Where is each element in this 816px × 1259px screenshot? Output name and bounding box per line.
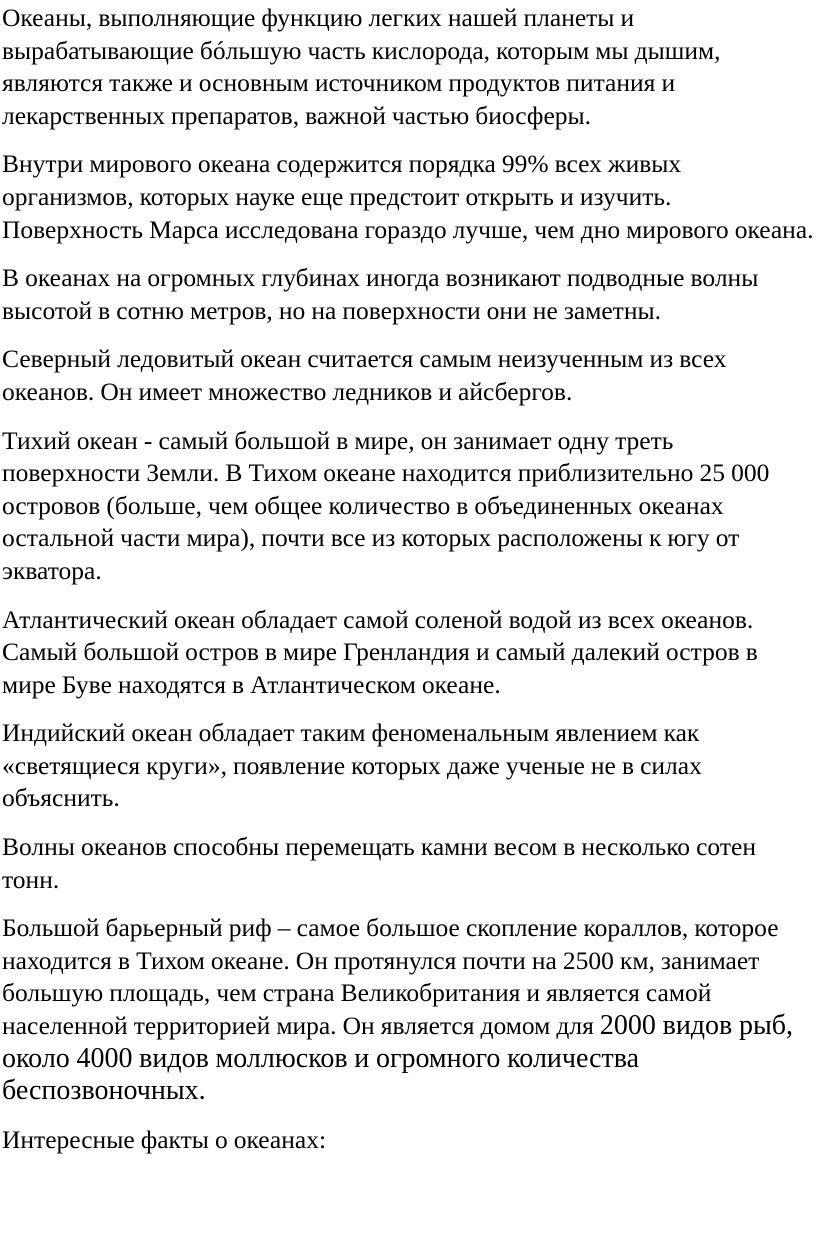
paragraph-pacific-ocean: Тихий океан - самый большой в мире, он занимает одну треть поверхности Земли. В Тихом океане находится приблизительно 25 000 островов (больше, чем общее количество в объединенных океанах остальной части мира), почти все из которых расположены к югу от экватора. [2, 425, 770, 585]
heading-interesting-facts: Интересные факты о океанах: [2, 1124, 327, 1154]
paragraph-atlantic-ocean: Атлантический океан обладает самой соленой водой из всех океанов. Самый большой остров в мире Гренландия и самый далекий остров в мире Буве находятся в Атлантическом океане. [2, 604, 758, 699]
paragraph-underwater-waves: В океанах на огромных глубинах иногда возникают подводные волны высотой в сотню метров, но на поверхности они не заметны. [2, 263, 759, 325]
paragraph-great-barrier-reef [2, 912, 816, 1108]
paragraph-oceans-lungs: Океаны, выполняющие функцию легких нашей планеты и вырабатывающие бóльшую часть кислорода, которым мы дышим, являются также и основным источником продуктов питания и лекарственных препаратов, важной частью биосферы. [2, 3, 721, 130]
paragraph-arctic-ocean: Северный ледовитый океан считается самым неизученным из всех океанов. Он имеет множество ледников и айсбергов. [2, 344, 727, 406]
paragraph-ocean-waves: Волны океанов способны перемещать камни весом в несколько сотен тонн. [2, 832, 756, 894]
reef-text-tail: 2000 видов рыб, около 4000 видов моллюсков и огромного количества беспозвоночных. [2, 1010, 794, 1107]
reef-text-main: Большой барьерный риф – самое большое скопление кораллов, которое находится в Тихом океане. Он протянулся почти на 2500 км, занимает большую площадь, чем страна Великобритания и является самой населенной территорией мира. Он является домом для [2, 913, 779, 1041]
paragraph-living-organisms: Внутри мирового океана содержится порядка 99% всех живых организмов, которых науке еще предстоит открыть и изучить. Поверхность Марса исследована гораздо лучше, чем дно мирового океана. [2, 149, 814, 244]
paragraph-indian-ocean: Индийский океан обладает таким феноменальным явлением как «светящиеся круги», появление которых даже ученые не в силах объяснить. [2, 718, 702, 813]
